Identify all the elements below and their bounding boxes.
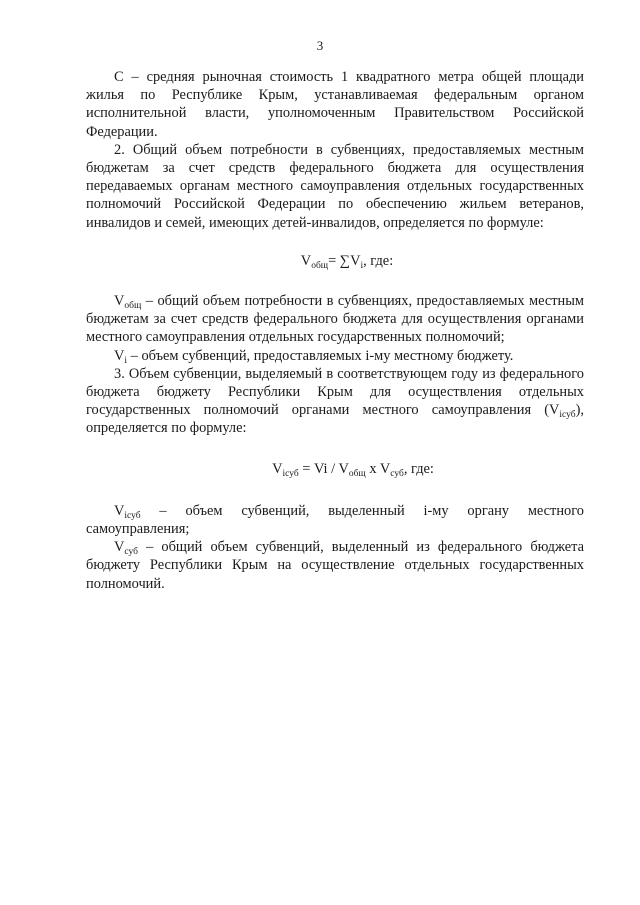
- definition-v-i-sub: [86, 502, 584, 538]
- formula-total-lhs: V: [300, 252, 312, 269]
- paragraph-3-sub: iсуб: [559, 410, 576, 421]
- formula-subvention-lhs: V: [272, 460, 283, 477]
- formula-total-lhs-sub: общ: [311, 260, 329, 271]
- formula-total: [86, 252, 584, 270]
- formula-subvention-mid: = Vi / V: [298, 460, 349, 477]
- formula-subvention-times: x V: [365, 460, 391, 477]
- definition-vi-sym: V: [114, 347, 125, 364]
- formula-subvention-tail: , где:: [403, 460, 434, 477]
- paragraph-3: [86, 365, 584, 438]
- formula-subvention-lhs-sub: iсуб: [282, 468, 299, 479]
- paragraph-3-sym: V: [549, 402, 560, 419]
- definition-v-i-sub-sub: iсуб: [124, 510, 141, 521]
- definition-v-sub-sub: суб: [124, 547, 138, 558]
- page-number: 3: [316, 38, 324, 53]
- formula-total-tail: , где:: [363, 252, 394, 269]
- formula-total-rhs-sub: i: [360, 260, 364, 271]
- paragraph-3-text-a: 3. Объем субвенции, выделяемый в соответствующем году из федерального бюджета бюджету Республики Крым для осуществления отдельных государственных полномочий органами местного самоуправления (: [86, 365, 584, 419]
- definition-v-sub-text: – общий объем субвенций, выделенный из федерального бюджета бюджету Республики Крым на осуществление отдельных государственных полномочий.: [86, 539, 584, 592]
- formula-total-sum: = ∑V: [328, 252, 361, 269]
- definition-v-i-sub-text: – объем субвенций, выделенный i-му органу местного самоуправления;: [86, 502, 584, 538]
- formula-subvention-times-sub: суб: [390, 468, 404, 479]
- definition-vi: [86, 347, 584, 365]
- paragraph-2: 2. Общий объем потребности в субвенциях, предоставляемых местным бюджетам за счет средств федерального бюджета для осуществления передаваемых органам местного самоуправления отдельных государственных полномочий Российской Федерации по обеспечению жильем ветеранов, инвалидов и семей, имеющих детей-инвалидов, определяется по формуле:: [86, 141, 584, 231]
- definition-v-total-sym: V: [114, 293, 125, 310]
- formula-subvention-mid-sub: общ: [348, 468, 366, 479]
- definition-v-sub: [86, 538, 584, 593]
- definition-vi-sub: i: [124, 355, 128, 366]
- definition-v-total: [86, 292, 584, 347]
- definition-v-i-sub-sym: V: [114, 502, 125, 519]
- definition-vi-text: – объем субвенций, предоставляемых i-му местному бюджету.: [127, 347, 514, 364]
- paragraph-c-definition: С – средняя рыночная стоимость 1 квадратного метра общей площади жилья по Республике Крым, устанавливаемая федеральным органом исполнительной власти, уполномоченным Правительством Российской Федерации.: [86, 69, 584, 140]
- paragraph-3-text-b: ), определяется по формуле:: [86, 402, 584, 437]
- definition-v-sub-sym: V: [114, 539, 125, 556]
- formula-subvention: [86, 460, 584, 478]
- definition-v-total-sub: общ: [124, 301, 142, 312]
- definition-v-total-text: – общий объем потребности в субвенциях, предоставляемых местным бюджетам за счет средств федерального бюджета для осуществления органами местного самоуправления отдельных государственных полномочий;: [86, 293, 584, 346]
- document-body: [86, 68, 584, 593]
